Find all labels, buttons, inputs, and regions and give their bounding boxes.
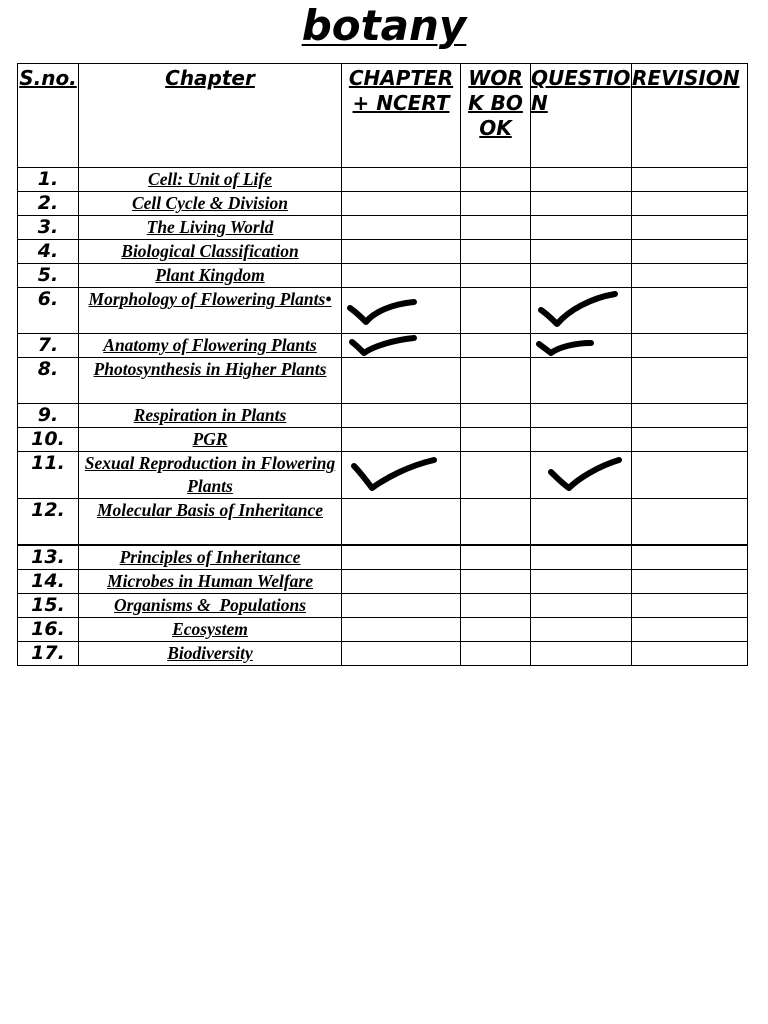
revision-cell[interactable]	[632, 569, 748, 593]
question-cell[interactable]	[531, 404, 632, 428]
ncert-cell[interactable]	[342, 452, 461, 499]
chapter-name: Ecosystem	[79, 617, 342, 641]
check-mark-icon	[342, 288, 460, 334]
table-row	[18, 216, 748, 240]
row-number: 3.	[18, 216, 79, 240]
ncert-cell[interactable]	[342, 240, 461, 264]
question-cell[interactable]	[531, 452, 632, 499]
chapter-name: Biodiversity	[79, 641, 342, 665]
workbook-cell[interactable]	[461, 452, 531, 499]
ncert-cell[interactable]	[342, 168, 461, 192]
table-row	[18, 168, 748, 192]
row-number: 14.	[18, 569, 79, 593]
question-cell[interactable]	[531, 428, 632, 452]
workbook-cell[interactable]	[461, 593, 531, 617]
chapter-name: Microbes in Human Welfare	[79, 569, 342, 593]
table-row	[18, 545, 748, 570]
question-cell[interactable]	[531, 168, 632, 192]
row-number: 15.	[18, 593, 79, 617]
ncert-cell[interactable]	[342, 545, 461, 570]
workbook-cell[interactable]	[461, 569, 531, 593]
ncert-cell[interactable]	[342, 569, 461, 593]
page-title: botany	[301, 1, 467, 50]
row-number: 7.	[18, 334, 79, 358]
chapter-name: Cell Cycle & Division	[79, 192, 342, 216]
row-number: 16.	[18, 617, 79, 641]
header-sno: S.no.	[18, 64, 79, 168]
chapter-name: Organisms & Populations	[79, 593, 342, 617]
revision-cell[interactable]	[632, 358, 748, 404]
question-cell[interactable]	[531, 545, 632, 570]
ncert-cell[interactable]	[342, 593, 461, 617]
header-question: QUESTION	[531, 64, 632, 168]
chapter-name: Anatomy of Flowering Plants	[79, 334, 342, 358]
ncert-cell[interactable]	[342, 358, 461, 404]
question-cell[interactable]	[531, 641, 632, 665]
row-number: 5.	[18, 264, 79, 288]
table-row	[18, 569, 748, 593]
question-cell[interactable]	[531, 192, 632, 216]
revision-cell[interactable]	[632, 404, 748, 428]
workbook-cell[interactable]	[461, 216, 531, 240]
revision-cell[interactable]	[632, 240, 748, 264]
header-chapter: Chapter	[79, 64, 342, 168]
question-cell[interactable]	[531, 499, 632, 545]
header-row	[18, 64, 748, 168]
revision-cell[interactable]	[632, 428, 748, 452]
revision-cell[interactable]	[632, 499, 748, 545]
workbook-cell[interactable]	[461, 617, 531, 641]
check-mark-icon	[531, 334, 631, 357]
check-mark-icon	[342, 334, 460, 357]
workbook-cell[interactable]	[461, 192, 531, 216]
row-number: 4.	[18, 240, 79, 264]
question-cell[interactable]	[531, 288, 632, 334]
revision-cell[interactable]	[632, 452, 748, 499]
chapter-name: Morphology of Flowering Plants•	[79, 288, 342, 334]
chapter-name: Photosynthesis in Higher Plants	[79, 358, 342, 404]
table-row	[18, 499, 748, 545]
workbook-cell[interactable]	[461, 358, 531, 404]
workbook-cell[interactable]	[461, 404, 531, 428]
check-mark-icon	[342, 452, 460, 498]
ncert-cell[interactable]	[342, 404, 461, 428]
ncert-cell[interactable]	[342, 428, 461, 452]
table-row	[18, 192, 748, 216]
chapter-name: Cell: Unit of Life	[79, 168, 342, 192]
chapter-name: Sexual Reproduction in Flowering Plants	[79, 452, 342, 499]
study-tracker-table	[17, 63, 748, 666]
table-row	[18, 428, 748, 452]
revision-cell[interactable]	[632, 216, 748, 240]
table-row	[18, 288, 748, 334]
check-mark-icon	[531, 452, 631, 498]
ncert-cell[interactable]	[342, 216, 461, 240]
check-mark-icon	[531, 288, 631, 334]
row-number: 10.	[18, 428, 79, 452]
table-row	[18, 617, 748, 641]
revision-cell[interactable]	[632, 593, 748, 617]
revision-cell[interactable]	[632, 168, 748, 192]
question-cell[interactable]	[531, 240, 632, 264]
workbook-cell[interactable]	[461, 641, 531, 665]
table-row	[18, 452, 748, 499]
chapter-name: Molecular Basis of Inheritance	[79, 499, 342, 545]
header-chapter-ncert: CHAPTER+ NCERT	[342, 64, 461, 168]
row-number: 13.	[18, 545, 79, 570]
header-workbook: WORK BOOK	[461, 64, 531, 168]
table-row	[18, 358, 748, 404]
revision-cell[interactable]	[632, 641, 748, 665]
revision-cell[interactable]	[632, 334, 748, 358]
question-cell[interactable]	[531, 358, 632, 404]
ncert-cell[interactable]	[342, 264, 461, 288]
ncert-cell[interactable]	[342, 499, 461, 545]
chapter-name: Principles of Inheritance	[79, 545, 342, 570]
question-cell[interactable]	[531, 334, 632, 358]
table-row	[18, 264, 748, 288]
revision-cell[interactable]	[632, 264, 748, 288]
revision-cell[interactable]	[632, 545, 748, 570]
question-cell[interactable]	[531, 569, 632, 593]
row-number: 17.	[18, 641, 79, 665]
question-cell[interactable]	[531, 617, 632, 641]
table-row	[18, 240, 748, 264]
chapter-name: The Living World	[79, 216, 342, 240]
table-row	[18, 334, 748, 358]
workbook-cell[interactable]	[461, 428, 531, 452]
table-row	[18, 404, 748, 428]
workbook-cell[interactable]	[461, 264, 531, 288]
chapter-name: Biological Classification	[79, 240, 342, 264]
table-row	[18, 641, 748, 665]
header-revision: REVISION	[632, 64, 748, 168]
row-number: 12.	[18, 499, 79, 545]
row-number: 8.	[18, 358, 79, 404]
chapter-name: Respiration in Plants	[79, 404, 342, 428]
ncert-cell[interactable]	[342, 641, 461, 665]
workbook-cell[interactable]	[461, 545, 531, 570]
row-number: 9.	[18, 404, 79, 428]
ncert-cell[interactable]	[342, 334, 461, 358]
workbook-cell[interactable]	[461, 168, 531, 192]
chapter-name: Plant Kingdom	[79, 264, 342, 288]
workbook-cell[interactable]	[461, 288, 531, 334]
question-cell[interactable]	[531, 264, 632, 288]
question-cell[interactable]	[531, 593, 632, 617]
question-cell[interactable]	[531, 216, 632, 240]
ncert-cell[interactable]	[342, 288, 461, 334]
row-number: 11.	[18, 452, 79, 499]
row-number: 1.	[18, 168, 79, 192]
revision-cell[interactable]	[632, 617, 748, 641]
revision-cell[interactable]	[632, 192, 748, 216]
table-row	[18, 593, 748, 617]
workbook-cell[interactable]	[461, 334, 531, 358]
ncert-cell[interactable]	[342, 192, 461, 216]
workbook-cell[interactable]	[461, 499, 531, 545]
row-number: 6.	[18, 288, 79, 334]
revision-cell[interactable]	[632, 288, 748, 334]
row-number: 2.	[18, 192, 79, 216]
ncert-cell[interactable]	[342, 617, 461, 641]
workbook-cell[interactable]	[461, 240, 531, 264]
chapter-name: PGR	[79, 428, 342, 452]
